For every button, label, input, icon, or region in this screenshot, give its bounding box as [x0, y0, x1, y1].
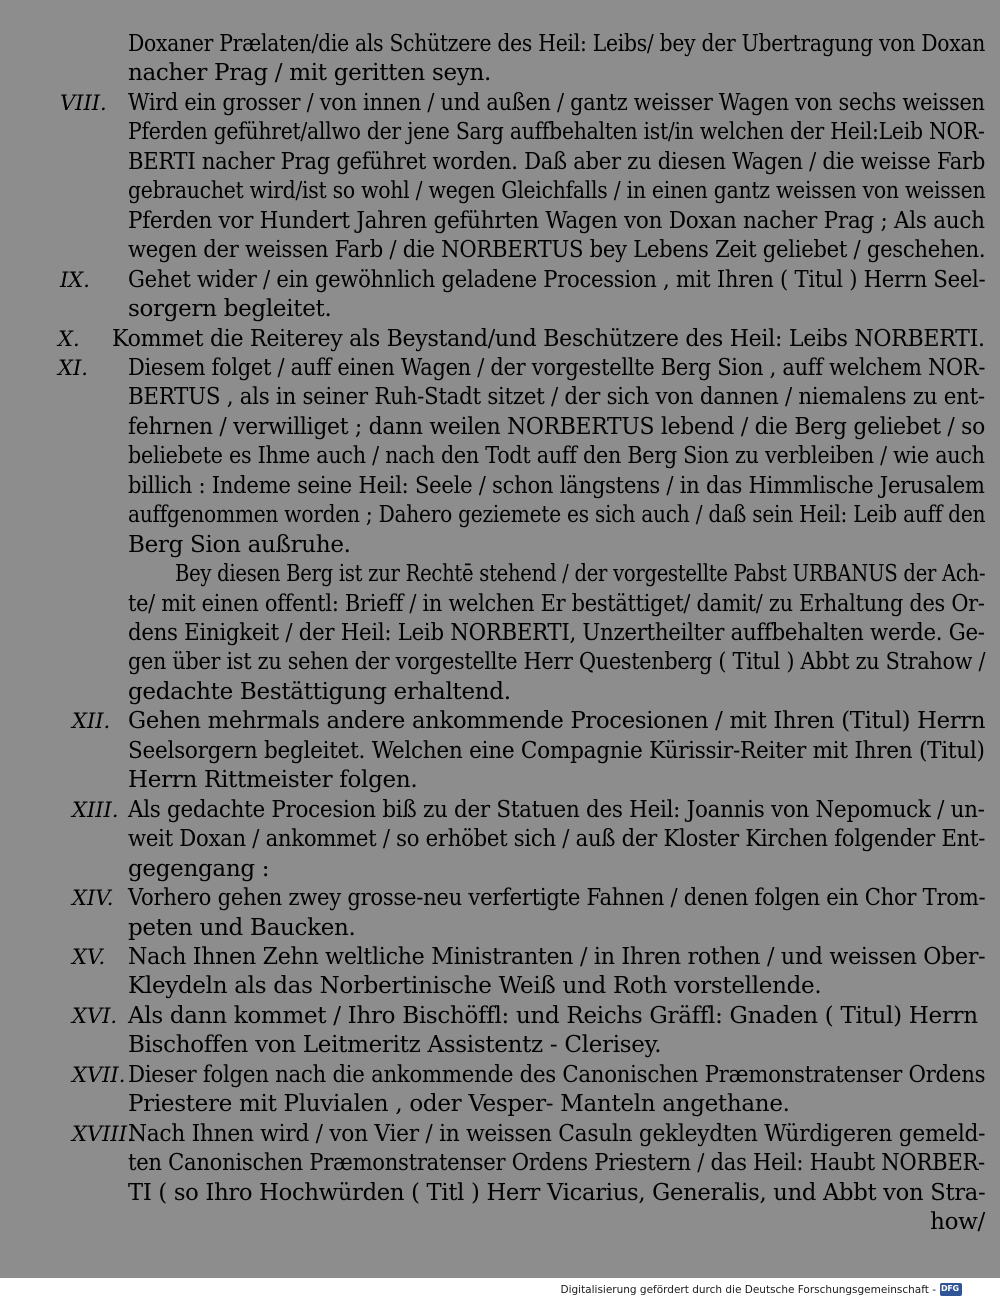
text-line: gen über ist zu sehen der vorgestellte Herr Questenberg ( Titul ) Abbt zu Strahow /	[128, 649, 986, 676]
footer-credit	[560, 1283, 962, 1296]
item-number: XVII.	[72, 1062, 126, 1087]
item-number: XIII.	[72, 797, 119, 822]
text-line: TI ( so Ihro Hochwürden ( Titl ) Herr Vicarius, Generalis, und Abbt von Stra-	[128, 1179, 986, 1206]
text-line: how/	[930, 1209, 985, 1235]
footer-text: Digitalisierung gefördert durch die Deutsche Forschungsgemeinschaft -	[560, 1283, 936, 1296]
text-line: Bey diesen Berg ist zur Rechtē stehend / der vorgestellte Pabst URBANUS der Ach-	[175, 561, 986, 588]
text-line: Wird ein grosser / von innen / und außen / gantz weisser Wagen von sechs weissen	[128, 89, 985, 116]
text-line: Diesem folget / auff einen Wagen / der vorgestellte Berg Sion , auff welchem NOR-	[128, 354, 986, 381]
text-line: auffgenommen worden ; Dahero geziemete es sich auch / daß sein Heil: Leib auff den	[128, 502, 986, 529]
text-line: billich : Indeme seine Heil: Seele / schon längstens / in das Himmlische Jerusalem	[128, 472, 985, 499]
item-number: IX.	[60, 267, 90, 292]
text-line: Seelsorgern begleitet. Welchen eine Compagnie Kürissir-Reiter mit Ihren (Titul)	[128, 737, 985, 764]
text-line: Herrn Rittmeister folgen.	[128, 767, 418, 794]
text-line: peten und Baucken.	[128, 914, 356, 941]
text-line: Berg Sion außruhe.	[128, 531, 351, 558]
text-line: gegengang :	[128, 855, 270, 882]
item-number: XVI.	[72, 1003, 118, 1028]
text-line: Nach Ihnen wird / von Vier / in weissen Casuln gekleydten Würdigeren gemeld-	[128, 1120, 986, 1147]
text-line: Dieser folgen nach die ankommende des Canonischen Præmonstratenser Ordens	[128, 1061, 986, 1088]
text-line: Nach Ihnen Zehn weltliche Ministranten / in Ihren rothen / und weissen Ober-	[128, 943, 986, 970]
text-line: Pferden vor Hundert Jahren geführten Wagen von Doxan nacher Prag ; Als auch	[128, 207, 985, 234]
text-line: nacher Prag / mit geritten seyn.	[128, 60, 491, 87]
text-line: Doxaner Prælaten/die als Schützere des Heil: Leibs/ bey der Ubertragung von Doxan	[128, 31, 986, 57]
text-line: BERTI nacher Prag geführet worden. Daß aber zu diesen Wagen / die weisse Farb	[128, 148, 986, 175]
text-line: Kleydeln als das Norbertinische Weiß und Roth vorstellende.	[128, 973, 822, 1000]
text-line: Als dann kommet / Ihro Bischöffl: und Reichs Gräffl: Gnaden ( Titul) Herrn	[128, 1002, 978, 1029]
item-number: XV.	[72, 944, 106, 969]
text-line: sorgern begleitet.	[128, 296, 332, 323]
text-line: Kommet die Reiterey als Beystand/und Beschützere des Heil: Leibs NORBERTI.	[112, 325, 985, 352]
text-line: Gehet wider / ein gewöhnlich geladene Procession , mit Ihren ( Titul ) Herrn Seel-	[128, 266, 986, 293]
text-line: fehrnen / verwilliget ; dann weilen NORBERTUS lebend / die Berg geliebet / so	[128, 413, 985, 440]
item-number: XI.	[58, 355, 88, 380]
item-number: VIII.	[60, 90, 107, 115]
text-line: te/ mit einen offentl: Brieff / in welchen Er bestättiget/ damit/ zu Erhaltung des Or-	[128, 590, 985, 617]
text-line: Pferden geführet/allwo der jene Sarg auffbehalten ist/in welchen der Heil:Leib NOR-	[128, 119, 985, 146]
item-number: XVIII.	[72, 1121, 134, 1146]
item-number: X.	[58, 326, 80, 351]
text-line: beliebete es Ihme auch / nach den Todt auff den Berg Sion zu verbleiben / wie auch	[128, 443, 985, 470]
text-line: BERTUS , als in seiner Ruh-Stadt sitzet / der sich von dannen / niemalens zu ent-	[128, 384, 985, 411]
item-number: XIV.	[72, 886, 114, 911]
dfg-logo-icon	[940, 1283, 962, 1296]
text-line: Bischoffen von Leitmeritz Assistentz - Clerisey.	[128, 1032, 662, 1059]
text-line: Als gedachte Procesion biß zu der Statuen des Heil: Joannis von Nepomuck / un-	[128, 796, 985, 823]
text-line: weit Doxan / ankommet / so erhöbet sich / auß der Kloster Kirchen folgender Ent-	[128, 826, 986, 853]
text-line: Vorhero gehen zwey grosse-neu verfertigte Fahnen / denen folgen ein Chor Trom-	[128, 885, 986, 912]
text-line: gedachte Bestättigung erhaltend.	[128, 678, 511, 705]
text-line: wegen der weissen Farb / die NORBERTUS bey Lebens Zeit geliebet / geschehen.	[128, 237, 986, 264]
text-line: Gehen mehrmals andere ankommende Procesionen / mit Ihren (Titul) Herrn	[128, 708, 986, 735]
text-line: dens Einigkeit / der Heil: Leib NORBERTI, Unzertheilter auffbehalten werde. Ge-	[128, 620, 985, 646]
text-line: ten Canonischen Præmonstratenser Ordens Priestern / das Heil: Haubt NORBER-	[128, 1150, 985, 1177]
item-number: XII.	[72, 709, 111, 734]
text-line: gebrauchet wird/ist so wohl / wegen Gleichfalls / in einen gantz weissen von weissen	[128, 178, 986, 205]
text-line: Priestere mit Pluvialen , oder Vesper- Manteln angethane.	[128, 1091, 790, 1118]
